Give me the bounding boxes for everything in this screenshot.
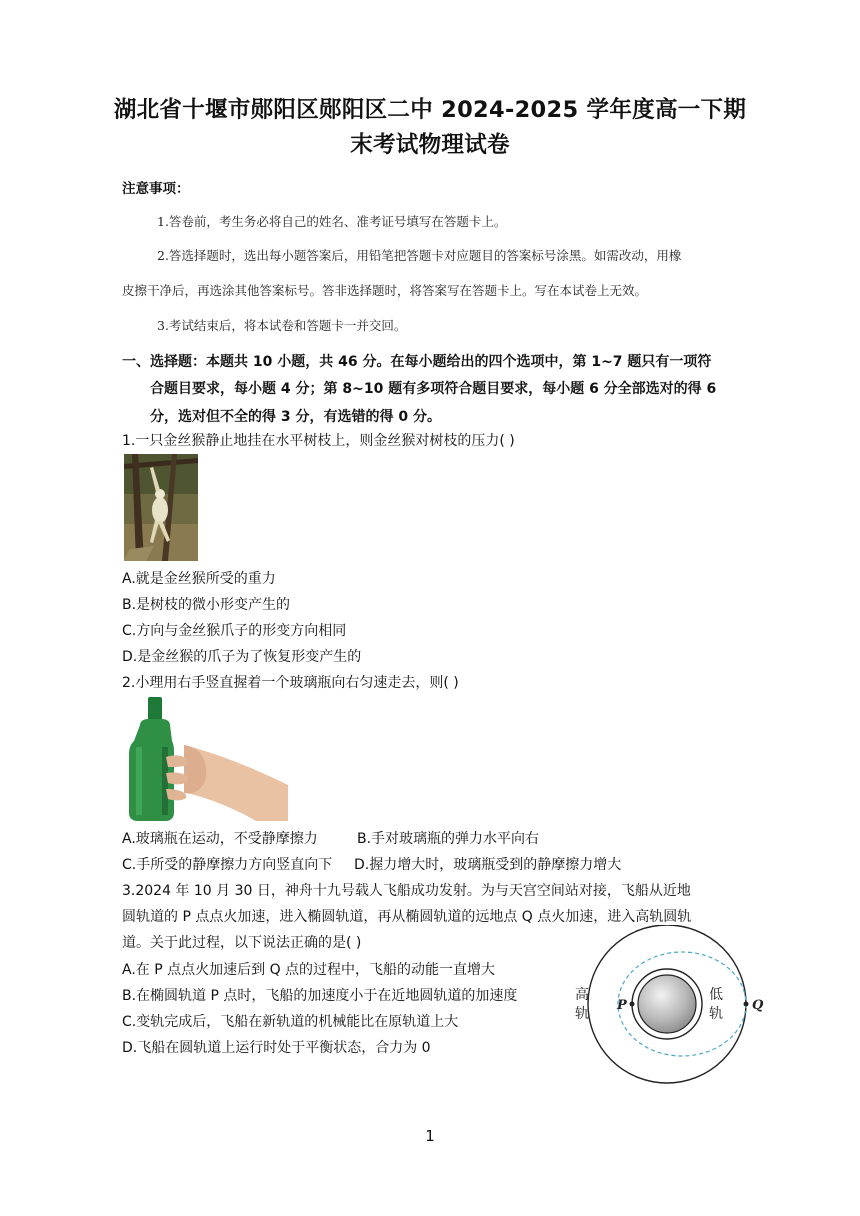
q1-option-d: D.是金丝猴的爪子为了恢复形变产生的 bbox=[122, 649, 362, 665]
notice-item-3: 3.考试结束后，将本试卷和答题卡一并交回。 bbox=[157, 318, 407, 333]
notice-item-2b: 皮擦干净后，再选涂其他答案标号。答非选择题时，将答案写在答题卡上。写在本试卷上无效。 bbox=[122, 283, 648, 298]
q1-option-b: B.是树枝的微小形变产生的 bbox=[122, 597, 291, 613]
monkey-photo bbox=[124, 454, 198, 561]
q1-option-a: A.就是金丝猴所受的重力 bbox=[122, 571, 276, 587]
q3-option-b: B.在椭圆轨道 P 点时，飞船的加速度小于在近地圆轨道的加速度 bbox=[122, 988, 518, 1004]
label-low-2: 轨 bbox=[709, 1006, 723, 1022]
q3-option-a: A.在 P 点点火加速后到 Q 点的过程中，飞船的动能一直增大 bbox=[122, 962, 496, 978]
label-high-1: 高 bbox=[575, 987, 589, 1003]
q3-stem-line3: 道。关于此过程，以下说法正确的是( ) bbox=[122, 935, 362, 951]
q2-option-b: B.手对玻璃瓶的弹力水平向右 bbox=[357, 831, 540, 847]
notice-heading: 注意事项： bbox=[122, 181, 190, 197]
orbit-diagram bbox=[572, 925, 772, 1095]
point-p bbox=[630, 1002, 635, 1007]
q1-option-c: C.方向与金丝猴爪子的形变方向相同 bbox=[122, 623, 347, 639]
label-p: P bbox=[617, 998, 627, 1013]
q2-option-d: D.握力增大时，玻璃瓶受到的静摩擦力增大 bbox=[354, 857, 622, 873]
notice-item-1: 1.答卷前，考生务必将自己的姓名、准考证号填写在答题卡上。 bbox=[157, 214, 507, 229]
label-low-1: 低 bbox=[709, 987, 723, 1003]
bottle-hand-photo bbox=[126, 697, 288, 821]
q2-stem: 2.小理用右手竖直握着一个玻璃瓶向右匀速走去，则( ) bbox=[122, 675, 459, 691]
page-number: 1 bbox=[425, 1127, 435, 1145]
section-heading-line3: 分，选对但不全的得 3 分，有选错的得 0 分。 bbox=[150, 409, 441, 425]
exam-title-line1: 湖北省十堰市郧阳区郧阳区二中 2024-2025 学年度高一下期 bbox=[113, 97, 747, 123]
point-q bbox=[744, 1002, 749, 1007]
label-q: Q bbox=[752, 998, 764, 1013]
q3-stem-line1: 3.2024 年 10 月 30 日，神舟十九号载人飞船成功发射。为与天宫空间站对接，飞船从近地 bbox=[122, 883, 691, 899]
q3-stem-line2: 圆轨道的 P 点点火加速，进入椭圆轨道，再从椭圆轨道的远地点 Q 点火加速，进入高轨圆轨 bbox=[122, 909, 692, 925]
q2-option-a: A.玻璃瓶在运动，不受静摩擦力 bbox=[122, 831, 318, 847]
q3-option-c: C.变轨完成后，飞船在新轨道的机械能比在原轨道上大 bbox=[122, 1014, 459, 1030]
notice-item-2a: 2.答选择题时，选出每小题答案后，用铅笔把答题卡对应题目的答案标号涂黑。如需改动，用橡 bbox=[157, 248, 682, 263]
earth bbox=[638, 975, 696, 1033]
label-high-2: 轨 bbox=[575, 1006, 589, 1022]
exam-title-line2: 末考试物理试卷 bbox=[350, 132, 510, 158]
q1-stem: 1.一只金丝猴静止地挂在水平树枝上，则金丝猴对树枝的压力( ) bbox=[122, 433, 515, 449]
section-heading-line2: 合题目要求，每小题 4 分；第 8~10 题有多项符合题目要求，每小题 6 分全部选对的得 6 bbox=[150, 381, 717, 397]
section-heading-line1: 一、选择题：本题共 10 小题，共 46 分。在每小题给出的四个选项中，第 1~7 题只有一项符 bbox=[122, 354, 712, 370]
q2-option-c: C.手所受的静摩擦力方向竖直向下 bbox=[122, 857, 333, 873]
q3-option-d: D.飞船在圆轨道上运行时处于平衡状态，合力为 0 bbox=[122, 1040, 431, 1056]
